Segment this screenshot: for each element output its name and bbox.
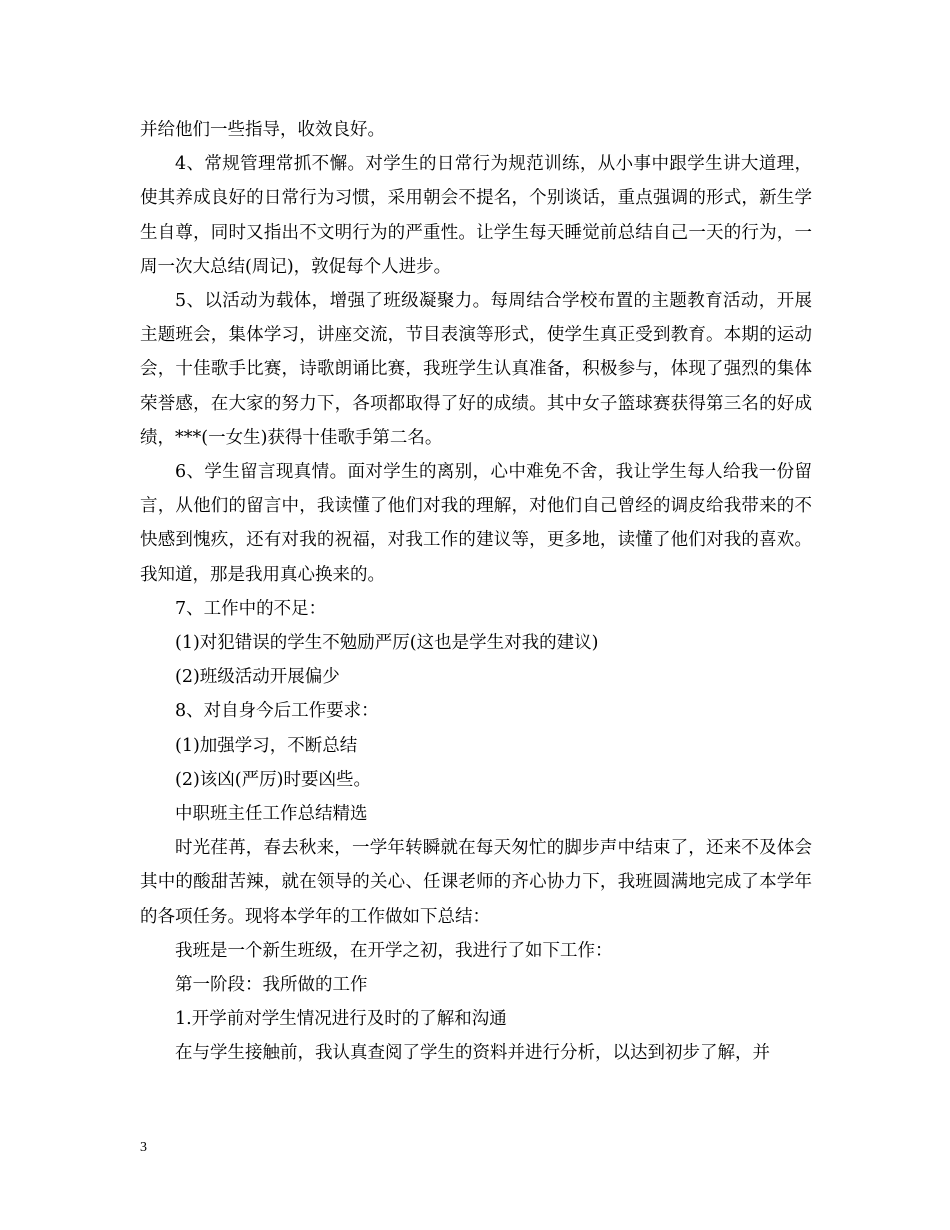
paragraph: 5、以活动为载体，增强了班级凝聚力。每周结合学校布置的主题教育活动，开展主题班会，集体学习，讲座交流，节目表演等形式，使学生真正受到教育。本期的运动会，十佳歌手比赛，诗歌朗诵比赛，我班学生认真准备，积极参与，体现了强烈的集体荣誉感，在大家的努力下，各项都取得了好的成绩。其中女子篮球赛获得第三名的好成绩，***(一女生)获得十佳歌手第二名。 (140, 291, 812, 448)
paragraph: (1)对犯错误的学生不勉励严厉(这也是学生对我的建议) (175, 633, 599, 654)
paragraph: 4、常规管理常抓不懈。对学生的日常行为规范训练，从小事中跟学生讲大道理，使其养成良好的日常行为习惯，采用朝会不提名，个别谈话，重点强调的形式，新生学生自尊，同时又指出不文明行为的严重性。让学生每天睡觉前总结自己一天的行为，一周一次大总结(周记)，敦促每个人进步。 (140, 154, 812, 277)
paragraph: 第一阶段：我所做的工作 (175, 975, 368, 996)
paragraph: 我班是一个新生班级，在开学之初，我进行了如下工作： (175, 940, 613, 961)
paragraph: 时光荏苒，春去秋来，一学年转瞬就在每天匆忙的脚步声中结束了，还来不及体会其中的酸甜苦辣，就在领导的关心、任课老师的齐心协力下，我班圆满地完成了本学年的各项任务。现将本学年的工作做如下总结： (140, 838, 812, 927)
paragraph: 1.开学前对学生情况进行及时的了解和沟通 (175, 1009, 507, 1030)
section-heading: 中职班主任工作总结精选 (175, 804, 368, 825)
paragraph: (2)该凶(严厉)时要凶些。 (175, 769, 371, 790)
document-body (140, 113, 812, 1071)
paragraph: 6、学生留言现真情。面对学生的离别，心中难免不舍，我让学生每人给我一份留言，从他们的留言中，我读懂了他们对我的理解，对他们自己曾经的调皮给我带来的不快感到愧疚，还有对我的祝福，对我工作的建议等，更多地，读懂了他们对我的喜欢。我知道，那是我用真心换来的。 (140, 462, 812, 585)
paragraph: 在与学生接触前，我认真查阅了学生的资料并进行分析，以达到初步了解，并 (175, 1043, 770, 1064)
paragraph: 7、工作中的不足： (175, 598, 327, 619)
paragraph: (1)加强学习，不断总结 (175, 735, 358, 756)
page-number: 3 (140, 1140, 147, 1155)
paragraph: 8、对自身今后工作要求： (175, 701, 379, 722)
paragraph: 并给他们一些指导，收效良好。 (140, 120, 385, 140)
paragraph: (2)班级活动开展偏少 (175, 667, 340, 688)
